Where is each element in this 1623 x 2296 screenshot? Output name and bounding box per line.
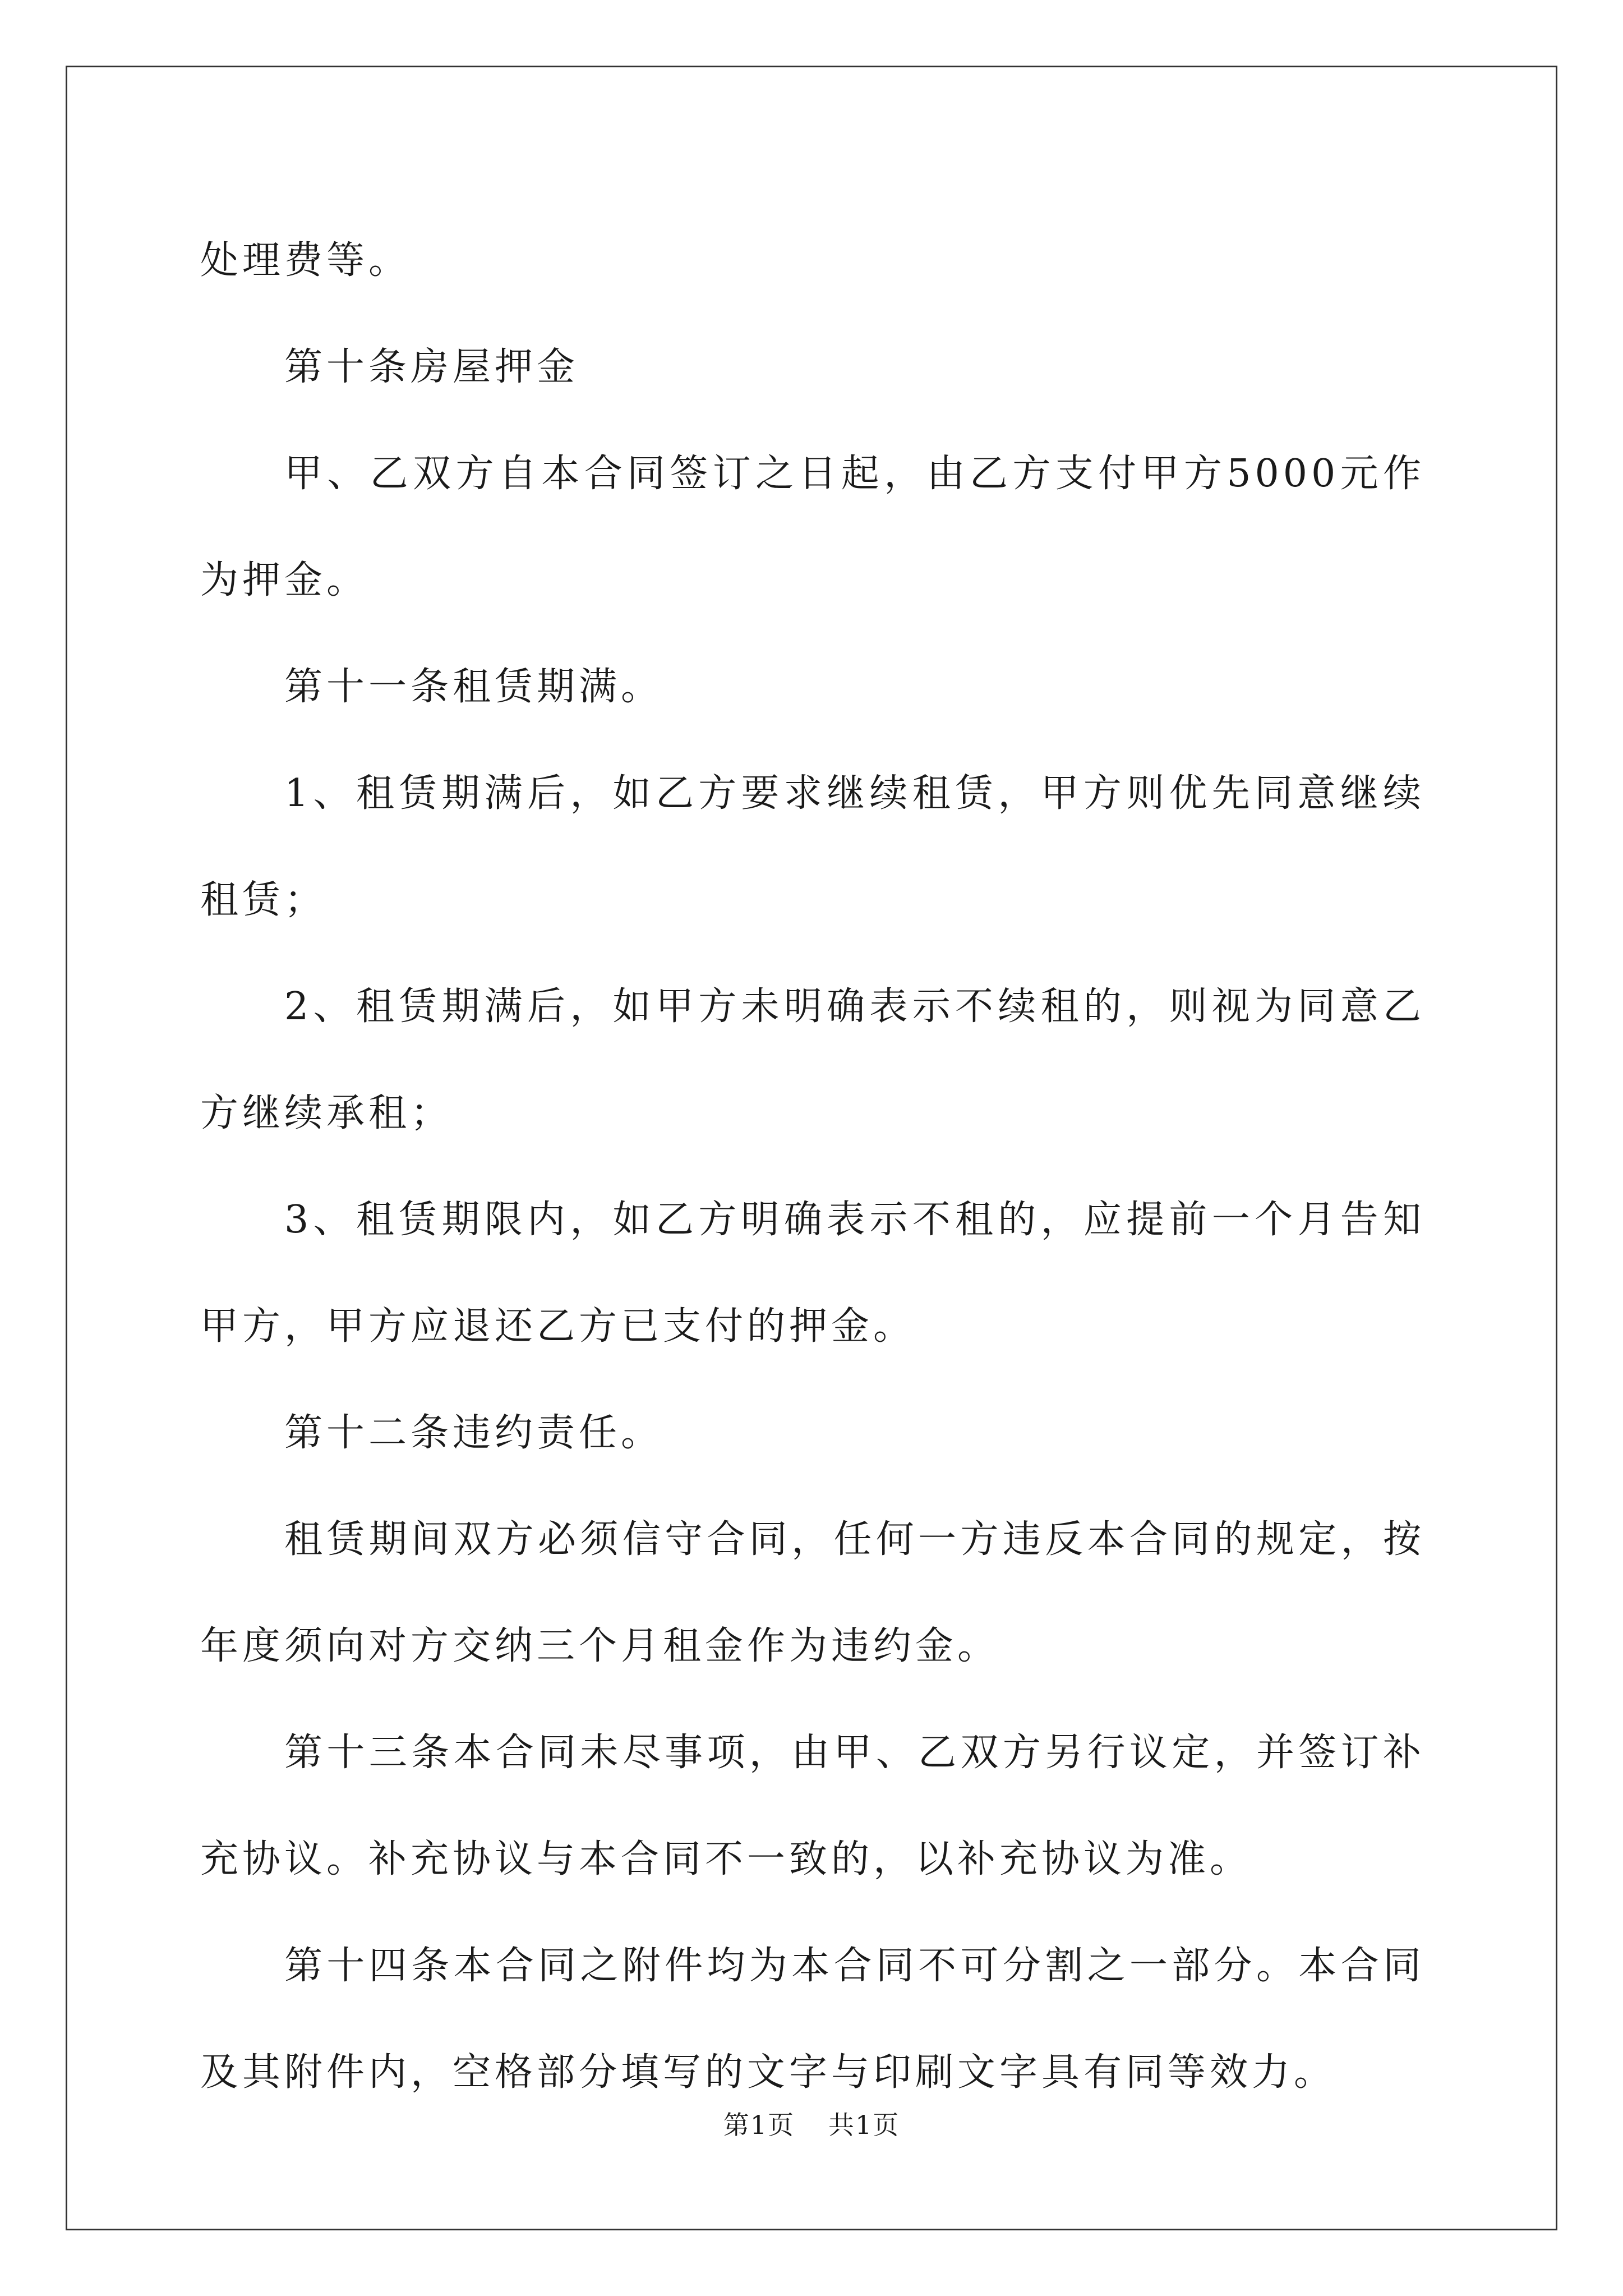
article-11-heading: 第十一条租赁期满。 bbox=[284, 665, 663, 709]
article-13: 第十三条本合同未尽事项，由甲、乙双方另行议定，并签订补充协议。补充协议与本合同不一致的，以补充协议为准。 bbox=[200, 1731, 1425, 1881]
article-11-item-3: 3、租赁期限内，如乙方明确表示不租的，应提前一个月告知甲方，甲方应退还乙方已支付的押金。 bbox=[200, 1198, 1425, 1349]
article-10-body: 甲、乙双方自本合同签订之日起，由乙方支付甲方5000元作为押金。 bbox=[200, 452, 1425, 602]
document-body bbox=[200, 208, 1425, 2126]
article-10-heading: 第十条房屋押金 bbox=[284, 345, 579, 389]
page-number-current: 第1页 bbox=[723, 2110, 795, 2140]
article-12-body: 租赁期间双方必须信守合同，任何一方违反本合同的规定，按年度须向对方交纳三个月租金作为违约金。 bbox=[200, 1517, 1425, 1668]
paragraph-continuation: 处理费等。 bbox=[200, 238, 411, 283]
article-14: 第十四条本合同之附件均为本合同不可分割之一部分。本合同及其附件内，空格部分填写的文字与印刷文字具有同等效力。 bbox=[200, 1944, 1425, 2095]
page-number-total: 共1页 bbox=[828, 2110, 900, 2140]
article-12-heading: 第十二条违约责任。 bbox=[284, 1411, 663, 1455]
article-11-item-2: 2、租赁期满后，如甲方未明确表示不续租的，则视为同意乙方继续承租； bbox=[200, 984, 1425, 1135]
article-11-item-1: 1、租赁期满后，如乙方要求继续租赁，甲方则优先同意继续租赁； bbox=[200, 771, 1425, 922]
page-footer bbox=[0, 2105, 1623, 2142]
